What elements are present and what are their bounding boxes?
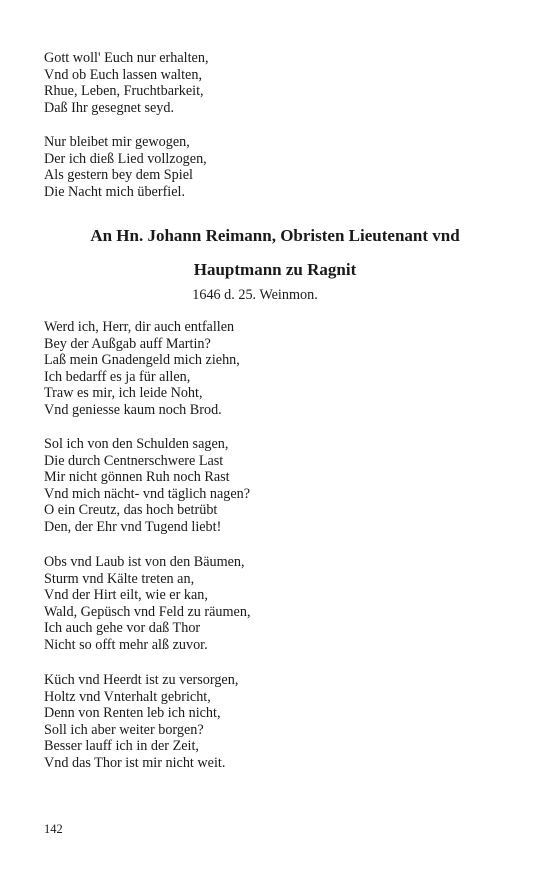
verse-line: Sol ich von den Schulden sagen,: [44, 436, 229, 452]
verse-line: Vnd das Thor ist mir nicht weit.: [44, 754, 226, 771]
verse-line: Wald, Gepüsch vnd Feld zu räumen,: [44, 603, 251, 620]
verse-line: Als gestern bey dem Spiel: [44, 167, 193, 184]
page-number: 142: [44, 822, 63, 836]
stanza-1: [44, 319, 504, 419]
verse-line: Soll ich aber weiter borgen?: [44, 721, 204, 738]
verse-line: Sturm vnd Kälte treten an,: [44, 570, 195, 587]
poem-title-line-1: An Hn. Johann Reimann, Obristen Lieutenant vnd: [90, 226, 460, 245]
verse-line: Daß Ihr gesegnet seyd.: [44, 99, 175, 116]
verse-line: Mir nicht gönnen Ruh noch Rast: [44, 469, 230, 486]
verse-line: Nur bleibet mir gewogen,: [44, 134, 190, 150]
stanza-4: [44, 672, 504, 772]
verse-line: O ein Creutz, das hoch betrübt: [44, 502, 218, 519]
verse-line: Vnd der Hirt eilt, wie er kan,: [44, 587, 208, 604]
verse-line: Besser lauff ich in der Zeit,: [44, 738, 199, 755]
verse-line: Nicht so offt mehr alß zuvor.: [44, 636, 208, 653]
poem-date: 1646 d. 25. Weinmon.: [192, 287, 318, 303]
verse-line: Ich bedarff es ja für allen,: [44, 368, 191, 385]
stanza-top-1: [44, 50, 504, 116]
verse-line: Vnd geniesse kaum noch Brod.: [44, 401, 222, 418]
verse-line: Gott woll' Euch nur erhalten,: [44, 50, 209, 66]
verse-line: Werd ich, Herr, dir auch entfallen: [44, 319, 235, 335]
verse-line: Traw es mir, ich leide Noht,: [44, 385, 203, 402]
verse-line: Laß mein Gnadengeld mich ziehn,: [44, 352, 240, 369]
verse-line: Denn von Renten leb ich nicht,: [44, 705, 221, 722]
verse-line: Vnd mich nächt- vnd täglich nagen?: [44, 485, 251, 502]
verse-line: Die Nacht mich überfiel.: [44, 183, 186, 200]
verse-line: Rhue, Leben, Fruchtbarkeit,: [44, 83, 204, 100]
stanza-2: [44, 436, 504, 536]
verse-line: Vnd ob Euch lassen walten,: [44, 66, 202, 83]
verse-line: Den, der Ehr vnd Tugend liebt!: [44, 518, 222, 535]
poem-title-line-2: Hauptmann zu Ragnit: [193, 260, 357, 279]
verse-line: Holtz vnd Vnterhalt gebricht,: [44, 688, 211, 705]
verse-line: Der ich dieß Lied vollzogen,: [44, 150, 207, 167]
verse-line: Obs vnd Laub ist von den Bäumen,: [44, 554, 245, 570]
verse-line: Die durch Centnerschwere Last: [44, 452, 224, 469]
verse-line: Bey der Außgab auff Martin?: [44, 335, 211, 352]
verse-line: Küch vnd Heerdt ist zu versorgen,: [44, 672, 239, 688]
stanza-top-2: [44, 134, 504, 200]
stanza-3: [44, 554, 504, 654]
verse-line: Ich auch gehe vor daß Thor: [44, 620, 201, 637]
